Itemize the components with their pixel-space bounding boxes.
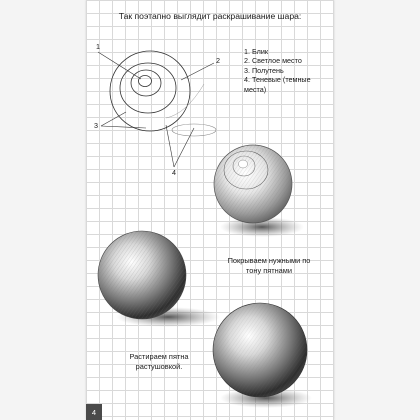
caption-step-blend-line1: Растираем пятна <box>129 352 189 361</box>
caption-step-blend-line2: растушовкой. <box>135 361 183 371</box>
callout-number-3: 3 <box>94 121 98 130</box>
callout-number-4: 4 <box>172 168 176 177</box>
caption-step-spots <box>216 256 322 275</box>
sketch-ring-sphere <box>214 145 304 237</box>
shaded-spots-sphere <box>98 231 220 327</box>
caption-step-spots-line2: тону пятнами <box>245 265 293 275</box>
legend-item-highlight: 1. Блик <box>244 47 268 56</box>
legend-item-shadows: 4. Теневые (темные <box>244 75 311 85</box>
diagram-outline-sphere <box>98 51 216 167</box>
workbook-page <box>86 0 334 420</box>
legend-item-half-tone: 3. Полутень <box>244 65 284 75</box>
caption-step-spots-line1: Покрываем нужными по <box>227 256 311 265</box>
callout-number-1: 1 <box>96 42 100 51</box>
legend-item-shadows-cont: места) <box>244 84 267 94</box>
caption-step-blend <box>118 352 200 371</box>
page-heading: Так поэтапно выглядит раскрашивание шара: <box>118 11 302 21</box>
legend-item-light-area: 2. Светлое место <box>244 56 302 66</box>
blended-sphere <box>213 303 312 408</box>
page-number-badge: 4 <box>86 404 102 420</box>
shading-legend <box>244 47 334 94</box>
callout-number-2: 2 <box>216 56 220 65</box>
